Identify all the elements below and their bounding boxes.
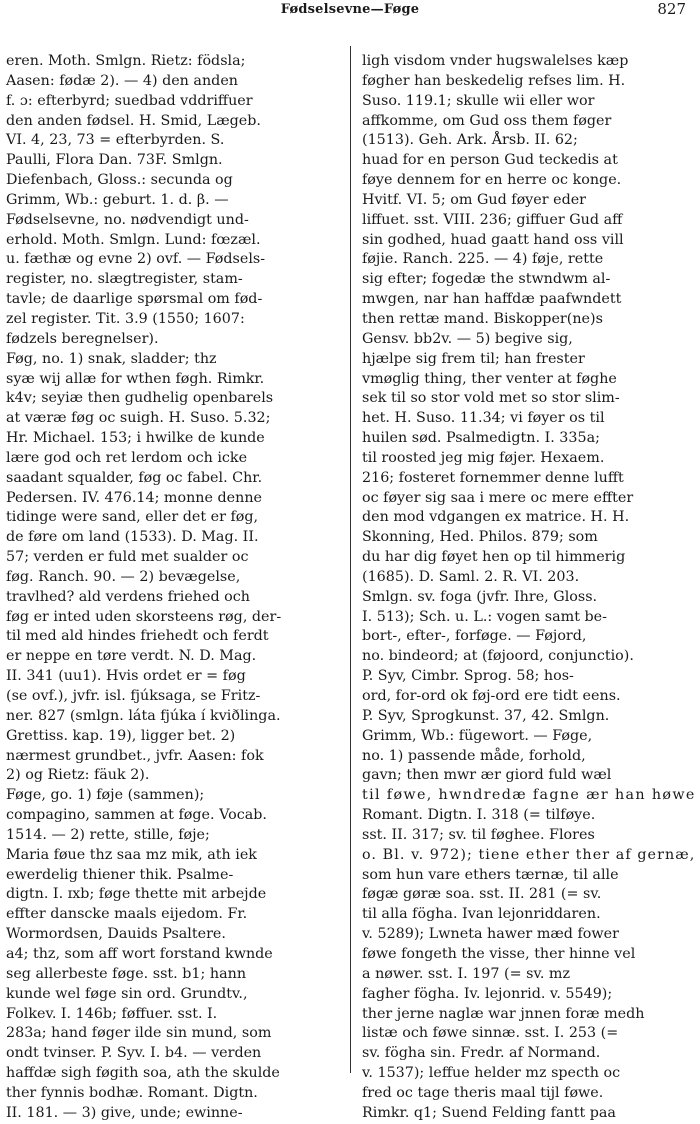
text-line: Suso. 119.1; skulle wii eller wor: [362, 92, 595, 109]
text-line: effter danscke maals eijedom. Fr.: [6, 906, 248, 923]
text-line: den mod vdgangen ex matrice. H. H.: [362, 509, 630, 526]
text-line: sv. fögha sin. Fredr. af Normand.: [362, 1045, 601, 1062]
text-line: (1513). Geh. Ark. Årsb. II. 62;: [362, 132, 578, 149]
text-line: (se ovf.), jvfr. isl. fjúksaga, se Fritz-: [6, 688, 261, 704]
text-line: sst. II. 317; sv. til føghee. Flores: [362, 826, 595, 843]
text-line: ewerdelig thiener thik. Psalme-: [6, 866, 234, 883]
text-line: Wormordsen, Dauids Psaltere.: [6, 926, 226, 943]
text-line: a4; thz, som aff wort forstand kwnde: [6, 945, 273, 962]
text-line: Folkev. I. 146b; føffuer. sst. I.: [6, 1005, 218, 1022]
text-line: fred oc tage theris maal tijl føwe.: [362, 1084, 604, 1101]
text-line: til roosted jeg mig føjer. Hexaem.: [362, 449, 605, 466]
text-line: du har dig føyet hen op til himmerig: [362, 549, 626, 566]
page-header: [0, 0, 700, 22]
text-line: Hvitf. VI. 5; om Gud føyer eder: [362, 191, 587, 208]
text-line: ligh visdom vnder hugswalelses kæp: [362, 53, 629, 69]
text-line: o. Bl. v. 972); tiene ether ther af gernæ,: [362, 846, 696, 863]
text-line: Rimkr. q1; Suend Felding fantt paa: [362, 1104, 616, 1121]
text-line: f. ɔ: efterbyrd; suedbad vddriffuer: [6, 92, 253, 109]
text-line: ther fynnis bodhæ. Romant. Digtn.: [6, 1084, 258, 1101]
text-line: kunde wel føge sin ord. Grundtv.,: [6, 985, 248, 1002]
text-line: vmøglig thing, ther venter at føghe: [362, 370, 617, 387]
text-line: Føge, go. 1) føje (sammen);: [6, 787, 205, 804]
text-line: u. fæthæ og evne 2) ovf. — Fødsels-: [6, 251, 266, 268]
text-line: listæ och føwe sinnæ. sst. I. 253 (=: [362, 1025, 619, 1042]
text-line: oc føyer sig saa i mere oc mere effter: [362, 489, 634, 506]
text-line: Paulli, Flora Dan. 73F. Smlgn.: [6, 152, 223, 169]
text-line: føgæ gøræ soa. sst. II. 281 (= sv.: [362, 886, 602, 903]
text-line: Smlgn. sv. foga (jvfr. Ihre, Gloss.: [362, 588, 598, 605]
text-line: 2) og Rietz: fäuk 2).: [6, 767, 150, 784]
text-line: bort-, efter-, forføge. — Føjord,: [362, 628, 587, 645]
text-line: eren. Moth. Smlgn. Rietz: födsla;: [6, 53, 246, 69]
text-line: hjælpe sig frem til; han frester: [362, 350, 585, 367]
text-line: II. 341 (uu1). Hvis ordet er = føg: [6, 668, 246, 685]
text-line: Aasen: fødæ 2). — 4) den anden: [6, 72, 238, 89]
text-line: saadant squalder, føg oc fabel. Chr.: [6, 469, 263, 486]
text-line: føwe fongeth the visse, ther hinne vel: [362, 945, 636, 962]
text-line: Føg, no. 1) snak, sladder; thz: [6, 350, 217, 367]
page-number: 827: [657, 0, 686, 18]
text-line: P. Syv, Cimbr. Sprog. 58; hos-: [362, 668, 574, 685]
text-line: no. bindeord; at (føjoord, conjunctio).: [362, 648, 634, 665]
text-line: tidinge were sand, eller det er føg,: [6, 509, 259, 526]
text-line: digtn. I. ɪxb; føge thette mit arbejde: [6, 886, 267, 903]
text-line: 283a; hand føger ilde sin mund, som: [6, 1025, 272, 1042]
text-line: til alla fögha. Ivan lejonriddaren.: [362, 906, 601, 923]
text-line: syæ wij allæ for wthen føgh. Rimkr.: [6, 370, 265, 387]
text-line: compagino, sammen at føge. Vocab.: [6, 807, 267, 824]
text-line: affkomme, om Gud oss them føger: [362, 112, 612, 129]
text-line: lære god och ret lerdom och icke: [6, 449, 248, 466]
text-line: I. 513); Sch. u. L.: vogen samt be-: [362, 608, 607, 625]
text-line: erhold. Moth. Smlgn. Lund: fœzæl.: [6, 231, 261, 248]
text-line: sek til so stor vold met so stor slim-: [362, 390, 620, 407]
text-line: føjie. Ranch. 225. — 4) føje, rette: [362, 251, 604, 268]
text-line: Diefenbach, Gloss.: secunda og: [6, 172, 233, 189]
text-line: Grimm, Wb.: fügewort. — Føge,: [362, 727, 593, 744]
left-column: [6, 52, 342, 1124]
text-line: II. 181. — 3) give, unde; ewinne-: [6, 1104, 243, 1121]
text-line: v. 5289); Lwneta hawer mæd fower: [362, 926, 619, 943]
text-line: er neppe en tøre verdt. N. D. Mag.: [6, 648, 257, 665]
text-line: tavle; de daarlige spørsmal om fød-: [6, 291, 263, 308]
text-line: Maria føue thz saa mz mik, ath iek: [6, 846, 257, 863]
text-line: then rettæ mand. Biskopper(ne)s: [362, 310, 603, 327]
text-line: til føwe, hwndredæ fagne ær han høwe: [362, 787, 696, 804]
text-line: Grettiss. kap. 19), ligger bet. 2): [6, 727, 236, 744]
text-line: 57; verden er fuld met sualder oc: [6, 549, 249, 566]
text-line: het. H. Suso. 11.34; vi føyer os til: [362, 410, 605, 427]
text-line: zel register. Tit. 3.9 (1550; 1607:: [6, 310, 245, 327]
text-line: Romant. Digtn. I. 318 (= tilføye.: [362, 807, 596, 824]
running-head: Fødselsevne—Føge: [280, 2, 420, 17]
text-line: gavn; then mwr ær giord fuld wæl: [362, 767, 612, 784]
text-line: huilen sød. Psalmedigtn. I. 335a;: [362, 430, 600, 447]
text-line: a nøwer. sst. I. 197 (= sv. mz: [362, 965, 571, 982]
text-line: som hun vare ethers tærnæ, til alle: [362, 866, 619, 883]
text-line: føgher han beskedelig refses lim. H.: [362, 72, 626, 89]
text-line: Pedersen. IV. 476.14; monne denne: [6, 489, 263, 506]
text-line: VI. 4, 23, 73 = efterbyrden. S.: [6, 132, 225, 149]
text-line: 216; fosteret fornemmer denne lufft: [362, 469, 624, 486]
text-line: Gensv. bb2v. — 5) begive sig,: [362, 330, 573, 347]
text-line: sig efter; fogedæ the stwndwm al-: [362, 271, 611, 288]
text-line: k4v; seyiæ then gudhelig openbarels: [6, 390, 274, 407]
text-line: Fødselsevne, no. nødvendigt und-: [6, 211, 249, 228]
text-line: P. Syv, Sprogkunst. 37, 42. Smlgn.: [362, 707, 610, 724]
text-line: (1685). D. Saml. 2. R. VI. 203.: [362, 568, 580, 585]
text-line: føg. Ranch. 90. — 2) bevægelse,: [6, 568, 241, 585]
text-line: mwgen, nar han haffdæ paafwndett: [362, 291, 622, 308]
text-line: føg er inted uden skorsteens røg, der-: [6, 608, 282, 625]
text-line: ord, for-ord ok føj-ord ere tidt eens.: [362, 688, 621, 704]
text-line: den anden fødsel. H. Smid, Lægeb.: [6, 112, 261, 129]
text-line: Grimm, Wb.: geburt. 1. d. β. —: [6, 191, 229, 208]
text-columns: [6, 52, 696, 1121]
text-line: fagher fögha. Iv. lejonrid. v. 5549);: [362, 985, 613, 1002]
text-line: no. 1) passende måde, forhold,: [362, 747, 586, 764]
text-line: v. 1537); leffue helder mz specth oc: [362, 1065, 621, 1082]
text-line: register, no. slægtregister, stam-: [6, 271, 243, 288]
text-line: at væræ føg oc suigh. H. Suso. 5.32;: [6, 410, 271, 427]
text-line: 1514. — 2) rette, stille, føje;: [6, 826, 210, 843]
text-line: travlhed? ald verdens friehed och: [6, 588, 250, 605]
text-line: huad for en person Gud teckedis at: [362, 152, 618, 169]
text-line: fødzels beregnelser).: [6, 330, 159, 347]
text-line: ner. 827 (smlgn. láta fjúka í kviðlinga.: [6, 707, 281, 724]
text-line: de føre om land (1533). D. Mag. II.: [6, 529, 259, 546]
right-column: [362, 52, 694, 1124]
text-line: liffuet. sst. VIII. 236; giffuer Gud aff: [362, 211, 623, 228]
text-line: nærmest grundbet., jvfr. Aasen: fok: [6, 747, 264, 764]
text-line: til med ald hindes friehedt och ferdt: [6, 628, 269, 645]
text-line: seg allerbeste føge. sst. b1; hann: [6, 965, 247, 982]
text-line: sin godhed, huad gaatt hand oss vill: [362, 231, 624, 248]
text-line: Skonning, Hed. Philos. 879; som: [362, 529, 598, 546]
text-line: føye dennem for en herre oc konge.: [362, 172, 622, 189]
text-line: ondt tvinser. P. Syv. I. b4. — verden: [6, 1045, 262, 1062]
text-line: haffdæ sigh føgith soa, ath the skulde: [6, 1065, 280, 1082]
text-line: ther jerne naglæ war jnnen foræ medh: [362, 1005, 645, 1022]
text-line: Hr. Michael. 153; i hwilke de kunde: [6, 430, 265, 447]
